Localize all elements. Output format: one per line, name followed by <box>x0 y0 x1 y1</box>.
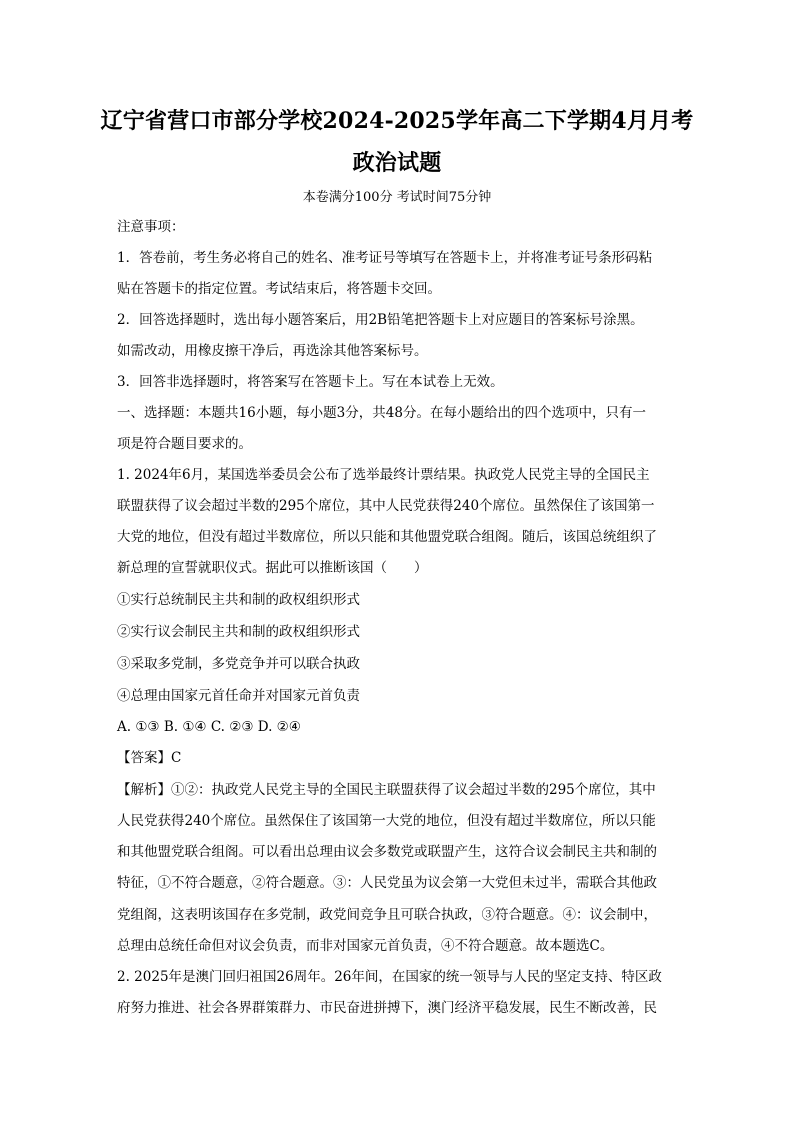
question-option: ②实行议会制民主共和制的政权组织形式 <box>117 624 360 640</box>
question-text: 联盟获得了议会超过半数的295个席位，其中人民党获得240个席位。虽然保住了该国第一 <box>117 498 655 514</box>
page-title-subject: 政治试题 <box>352 150 442 176</box>
question-text: 府努力推进、社会各界群策群力、市民奋进拼搏下，澳门经济平稳发展，民生不断改善，民 <box>117 1000 657 1016</box>
notice-item: 1．答卷前，考生务必将自己的姓名、准考证号等填写在答题卡上，并将准考证号条形码粘 <box>117 250 653 266</box>
answer-choices: A. ①③ B. ①④ C. ②③ D. ②④ <box>117 719 301 735</box>
analysis-text: 【解析】①②：执政党人民党主导的全国民主联盟获得了议会超过半数的295个席位，其中 <box>117 782 656 798</box>
question-option: ③采取多党制，多党竞争并可以联合执政 <box>117 656 360 672</box>
notice-item: 3．回答非选择题时，将答案写在答题卡上。写在本试卷上无效。 <box>117 374 504 390</box>
notice-item: 如需改动，用橡皮擦干净后，再选涂其他答案标号。 <box>117 343 428 359</box>
analysis-text: 总理由总统任命但对议会负责，而非对国家元首负责，④不符合题意。故本题选C。 <box>117 938 614 954</box>
question-text: 大党的地位，但没有超过半数席位，所以只能和其他盟党联合组阁。随后，该国总统组织了 <box>117 529 657 545</box>
notice-item: 2．回答选择题时，选出每小题答案后，用2B铅笔把答题卡上对应题目的答案标号涂黑。 <box>117 312 644 328</box>
analysis-text: 人民党获得240个席位。虽然保住了该国第一大党的地位，但没有超过半数席位，所以只能 <box>117 813 656 829</box>
section-heading: 项是符合题目要求的。 <box>117 436 252 452</box>
question-text: 2. 2025年是澳门回归祖国26周年。26年间，在国家的统一领导与人民的坚定支持、特区政 <box>117 969 662 985</box>
page-title: 辽宁省营口市部分学校2024-2025学年高二下学期4月月考 <box>100 108 694 134</box>
question-text: 新总理的宣誓就职仪式。据此可以推断该国（ ） <box>117 560 428 576</box>
notice-heading: 注意事项： <box>117 219 185 235</box>
section-heading: 一、选择题：本题共16小题，每小题3分，共48分。在每小题给出的四个选项中，只有一 <box>117 405 646 421</box>
question-text: 1. 2024年6月，某国选举委员会公布了选举最终计票结果。执政党人民党主导的全国民主 <box>117 467 650 483</box>
answer-label: 【答案】C <box>117 750 182 766</box>
question-option: ④总理由国家元首任命并对国家元首负责 <box>117 688 360 704</box>
analysis-text: 党组阁，这表明该国存在多党制，政党间竞争且可联合执政，③符合题意。④：议会制中， <box>117 907 657 923</box>
analysis-text: 和其他盟党联合组阁。可以看出总理由议会多数党或联盟产生，这符合议会制民主共和制的 <box>117 844 657 860</box>
exam-info: 本卷满分100分 考试时间75分钟 <box>302 190 492 205</box>
analysis-text: 特征，①不符合题意，②符合题意。③：人民党虽为议会第一大党但未过半，需联合其他政 <box>117 875 657 891</box>
question-option: ①实行总统制民主共和制的政权组织形式 <box>117 592 360 608</box>
notice-item: 贴在答题卡的指定位置。考试结束后，将答题卡交回。 <box>117 281 441 297</box>
